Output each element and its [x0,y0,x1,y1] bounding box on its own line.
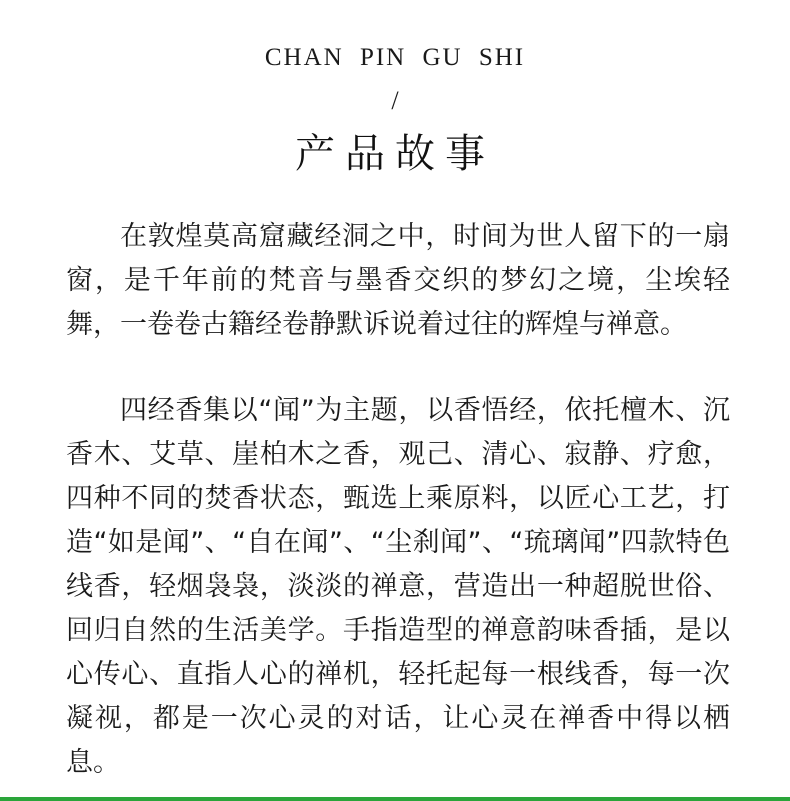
title-divider: / [391,86,399,115]
section-title-pinyin: CHAN PIN GU SHI [264,44,526,71]
section-title: 产品故事 [295,131,495,177]
bottom-accent-bar [0,797,790,801]
story-paragraph-1: 在敦煌莫高窟藏经洞之中，时间为世人留下的一扇窗，是千年前的梵音与墨香交织的梦幻之境，尘埃轻舞，一卷卷古籍经卷静默诉说着过往的辉煌与禅意。 [66,221,730,340]
story-paragraph-2: 四经香集以“闻”为主题，以香悟经，依托檀木、沉香木、艾草、崖柏木之香，观己、清心、寂静、疗愈，四种不同的焚香状态，甄选上乘原料，以匠心工艺，打造“如是闻”、“自在闻”、“尘刹闻”、“琉璃闻”四款特色线香，轻烟袅袅，淡淡的禅意，营造出一种超脱世俗、回归自然的生活美学。手指造型的禅意韵味香插，是以心传心、直指人心的禅机，轻托起每一根线香，每一次凝视，都是一次心灵的对话，让心灵在禅香中得以栖息。 [66,395,730,778]
